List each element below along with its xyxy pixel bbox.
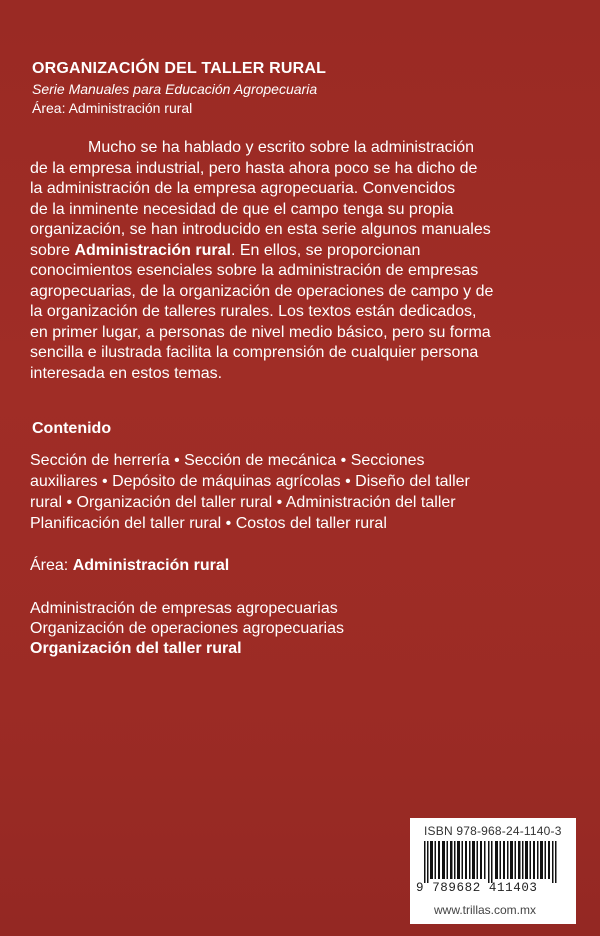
blurb-line: de la empresa industrial, pero hasta ahora poco se ha dicho de — [30, 159, 478, 177]
blurb-line — [30, 241, 560, 262]
barcode-digits: 9 789682 411403 — [416, 881, 538, 895]
barcode-panel — [410, 818, 576, 924]
series-title-current: Organización del taller rural — [30, 640, 242, 657]
blurb-line: interesada en estos temas. — [30, 364, 223, 382]
area-value: Administración rural — [72, 557, 230, 574]
blurb-line: organización, se han introducido en esta serie algunos manuales — [30, 221, 491, 238]
blurb-line: sencilla e ilustrada facilita la comprensión de cualquier persona — [30, 344, 479, 361]
header — [32, 58, 572, 118]
area-statement — [30, 556, 229, 576]
book-title: ORGANIZACIÓN DEL TALLER RURAL — [32, 60, 327, 77]
publisher-website: www.trillas.com.mx — [434, 903, 537, 917]
series-title-item: Organización de operaciones agropecuarias — [30, 620, 344, 637]
contents-line: rural • Organización del taller rural • Administración del taller — [30, 494, 456, 511]
area-prefix: Área: — [30, 557, 73, 574]
blurb-text: sobre — [30, 241, 75, 259]
blurb-line: conocimientos esenciales sobre la administración de empresas — [30, 262, 479, 279]
contents-list — [30, 450, 520, 534]
blurb-line: en primer lugar, a personas de nivel medio básico, pero su forma — [30, 323, 491, 341]
series-name: Serie Manuales para Educación Agropecuaria — [32, 81, 318, 97]
series-titles — [30, 599, 344, 659]
blurb-line: de la inminente necesidad de que el campo tenga su propia — [30, 200, 454, 218]
blurb-text: . En ellos, se proporcionan — [230, 241, 421, 259]
contents-line: Sección de herrería • Sección de mecánica • Secciones — [30, 452, 425, 469]
blurb-line: la organización de talleres rurales. Los textos están dedicados, — [30, 303, 477, 320]
contents-line: Planificación del taller rural • Costos del taller rural — [30, 515, 387, 532]
contents-line: auxiliares • Depósito de máquinas agrícolas • Diseño del taller — [30, 473, 470, 490]
area-label: Área: Administración rural — [32, 100, 193, 116]
barcode-icon — [424, 841, 564, 883]
description-paragraph — [30, 138, 560, 384]
blurb-line: la administración de la empresa agropecuaria. Convencidos — [30, 180, 456, 197]
blurb-emphasis: Administración rural — [74, 241, 231, 259]
blurb-line: agropecuarias, de la organización de operaciones de campo y de — [30, 282, 494, 300]
blurb-line: Mucho se ha hablado y escrito sobre la administración — [88, 139, 474, 156]
isbn-text: ISBN 978-968-24-1140-3 — [424, 824, 562, 838]
contents-heading: Contenido — [32, 420, 112, 437]
series-title-item: Administración de empresas agropecuarias — [30, 600, 338, 617]
